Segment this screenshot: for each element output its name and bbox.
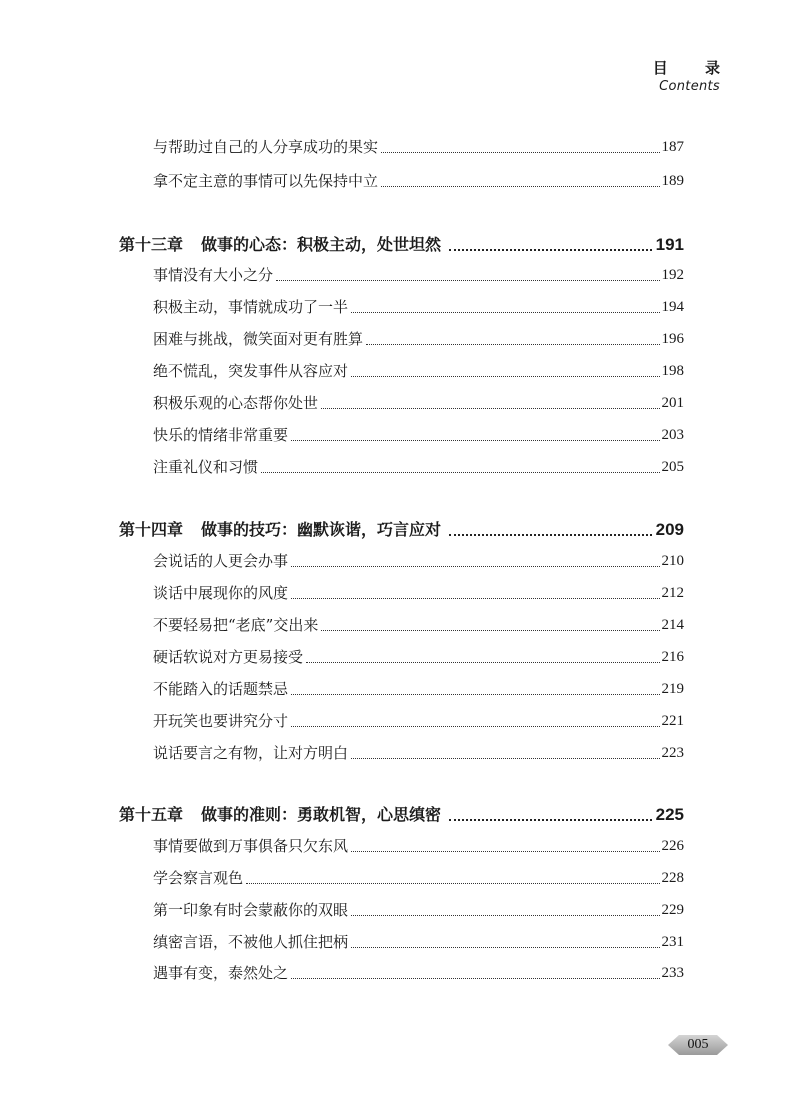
chapter-page: 191 [655, 235, 684, 254]
toc-entry-title: 拿不定主意的事情可以先保持中立 [153, 172, 379, 190]
chapter-number: 第十三章 [119, 235, 184, 254]
toc-entry[interactable] [153, 134, 684, 158]
toc-entry-page: 203 [661, 427, 684, 443]
dot-leader [351, 947, 659, 948]
toc-entry[interactable] [153, 833, 684, 857]
dot-leader [381, 152, 659, 153]
toc-entry-title: 快乐的情绪非常重要 [153, 426, 289, 444]
toc-entry[interactable] [153, 358, 684, 382]
dot-leader [351, 312, 659, 313]
toc-entry-title: 说话要言之有物，让对方明白 [153, 744, 349, 762]
toc-entry[interactable] [153, 897, 684, 921]
toc-entry[interactable] [153, 676, 684, 700]
dot-leader [276, 280, 659, 281]
toc-entry-title: 不要轻易把“老底”交出来 [153, 616, 319, 634]
toc-entry-title: 注重礼仪和习惯 [153, 458, 259, 476]
toc-entry-title: 事情要做到万事俱备只欠东风 [153, 837, 349, 855]
toc-entry-page: 233 [661, 965, 684, 981]
dot-leader [291, 598, 659, 599]
toc-entry[interactable] [153, 548, 684, 572]
toc-entry[interactable] [153, 612, 684, 636]
toc-entry[interactable] [153, 865, 684, 889]
toc-entry-title: 会说话的人更会办事 [153, 552, 289, 570]
chapter-title: 做事的准则：勇敢机智，心思缜密 [201, 805, 442, 824]
toc-entry-page: 214 [661, 617, 684, 633]
toc-entry-page: 216 [661, 649, 684, 665]
dot-leader [291, 440, 659, 441]
toc-entry-page: 223 [661, 745, 684, 761]
dot-leader [291, 978, 659, 979]
chapter-heading-13[interactable] [119, 231, 684, 257]
toc-entry[interactable] [153, 740, 684, 764]
toc-entry[interactable] [153, 960, 684, 984]
toc-entry-title: 积极乐观的心态帮你处世 [153, 394, 319, 412]
toc-entry[interactable] [153, 326, 684, 350]
toc-entry-title: 与帮助过自己的人分享成功的果实 [153, 138, 379, 156]
toc-entry[interactable] [153, 929, 684, 953]
toc-entry[interactable] [153, 168, 684, 192]
chapter-page: 209 [655, 520, 684, 539]
dot-leader [351, 851, 659, 852]
toc-entry[interactable] [153, 454, 684, 478]
page-number-badge [668, 1034, 728, 1056]
toc-entry-title: 绝不慌乱，突发事件从容应对 [153, 362, 349, 380]
toc-entry-page: 196 [661, 331, 684, 347]
toc-entry-title: 不能踏入的话题禁忌 [153, 680, 289, 698]
toc-entry-title: 第一印象有时会蒙蔽你的双眼 [153, 901, 349, 919]
toc-entry[interactable] [153, 390, 684, 414]
toc-entry-title: 开玩笑也要讲究分寸 [153, 712, 289, 730]
dot-leader [351, 376, 659, 377]
toc-entry-page: 219 [661, 681, 684, 697]
toc-entry-page: 210 [661, 553, 684, 569]
header-title: 目 录 [652, 59, 736, 77]
dot-leader [261, 472, 659, 473]
chapter-title: 做事的技巧：幽默诙谐，巧言应对 [201, 520, 442, 539]
chapter-title: 做事的心态：积极主动，处世坦然 [201, 235, 442, 254]
chapter-number: 第十五章 [119, 805, 184, 824]
toc-entry-title: 缜密言语，不被他人抓住把柄 [153, 933, 349, 951]
toc-entry-title: 遇事有变，泰然处之 [153, 964, 289, 982]
dot-leader [321, 408, 659, 409]
toc-entry[interactable] [153, 580, 684, 604]
toc-entry-title: 谈话中展现你的风度 [153, 584, 289, 602]
toc-entry[interactable] [153, 262, 684, 286]
toc-entry-page: 201 [661, 395, 684, 411]
toc-entry-page: 198 [661, 363, 684, 379]
toc-entry-title: 事情没有大小之分 [153, 266, 274, 284]
toc-entry-page: 192 [661, 267, 684, 283]
chapter-heading-14[interactable] [119, 516, 684, 542]
toc-entry-page: 205 [661, 459, 684, 475]
dot-leader [366, 344, 659, 345]
toc-entry-title: 硬话软说对方更易接受 [153, 648, 304, 666]
toc-entry-page: 212 [661, 585, 684, 601]
dot-leader [449, 534, 652, 536]
page-number: 005 [687, 1037, 709, 1052]
toc-entry-page: 228 [661, 870, 684, 886]
toc-entry-page: 194 [661, 299, 684, 315]
toc-entry-page: 221 [661, 713, 684, 729]
toc-entry-title: 困难与挑战，微笑面对更有胜算 [153, 330, 364, 348]
toc-entry-title: 积极主动，事情就成功了一半 [153, 298, 349, 316]
dot-leader [246, 883, 659, 884]
dot-leader [381, 186, 659, 187]
dot-leader [449, 249, 652, 251]
toc-entry-title: 学会察言观色 [153, 869, 244, 887]
toc-entry[interactable] [153, 708, 684, 732]
dot-leader [351, 915, 659, 916]
dot-leader [321, 630, 659, 631]
dot-leader [449, 819, 652, 821]
toc-entry[interactable] [153, 644, 684, 668]
toc-entry-page: 189 [661, 173, 684, 189]
toc-entry[interactable] [153, 422, 684, 446]
chapter-page: 225 [655, 805, 684, 824]
page-header [652, 58, 736, 96]
dot-leader [351, 758, 659, 759]
dot-leader [291, 694, 659, 695]
dot-leader [291, 566, 659, 567]
toc-entry[interactable] [153, 294, 684, 318]
toc-entry-page: 226 [661, 838, 684, 854]
toc-entry-page: 229 [661, 902, 684, 918]
header-subtitle: Contents [659, 79, 720, 94]
dot-leader [306, 662, 659, 663]
dot-leader [291, 726, 659, 727]
chapter-number: 第十四章 [119, 520, 184, 539]
toc-entry-page: 231 [661, 934, 684, 950]
chapter-heading-15[interactable] [119, 801, 684, 827]
toc-entry-page: 187 [661, 139, 684, 155]
